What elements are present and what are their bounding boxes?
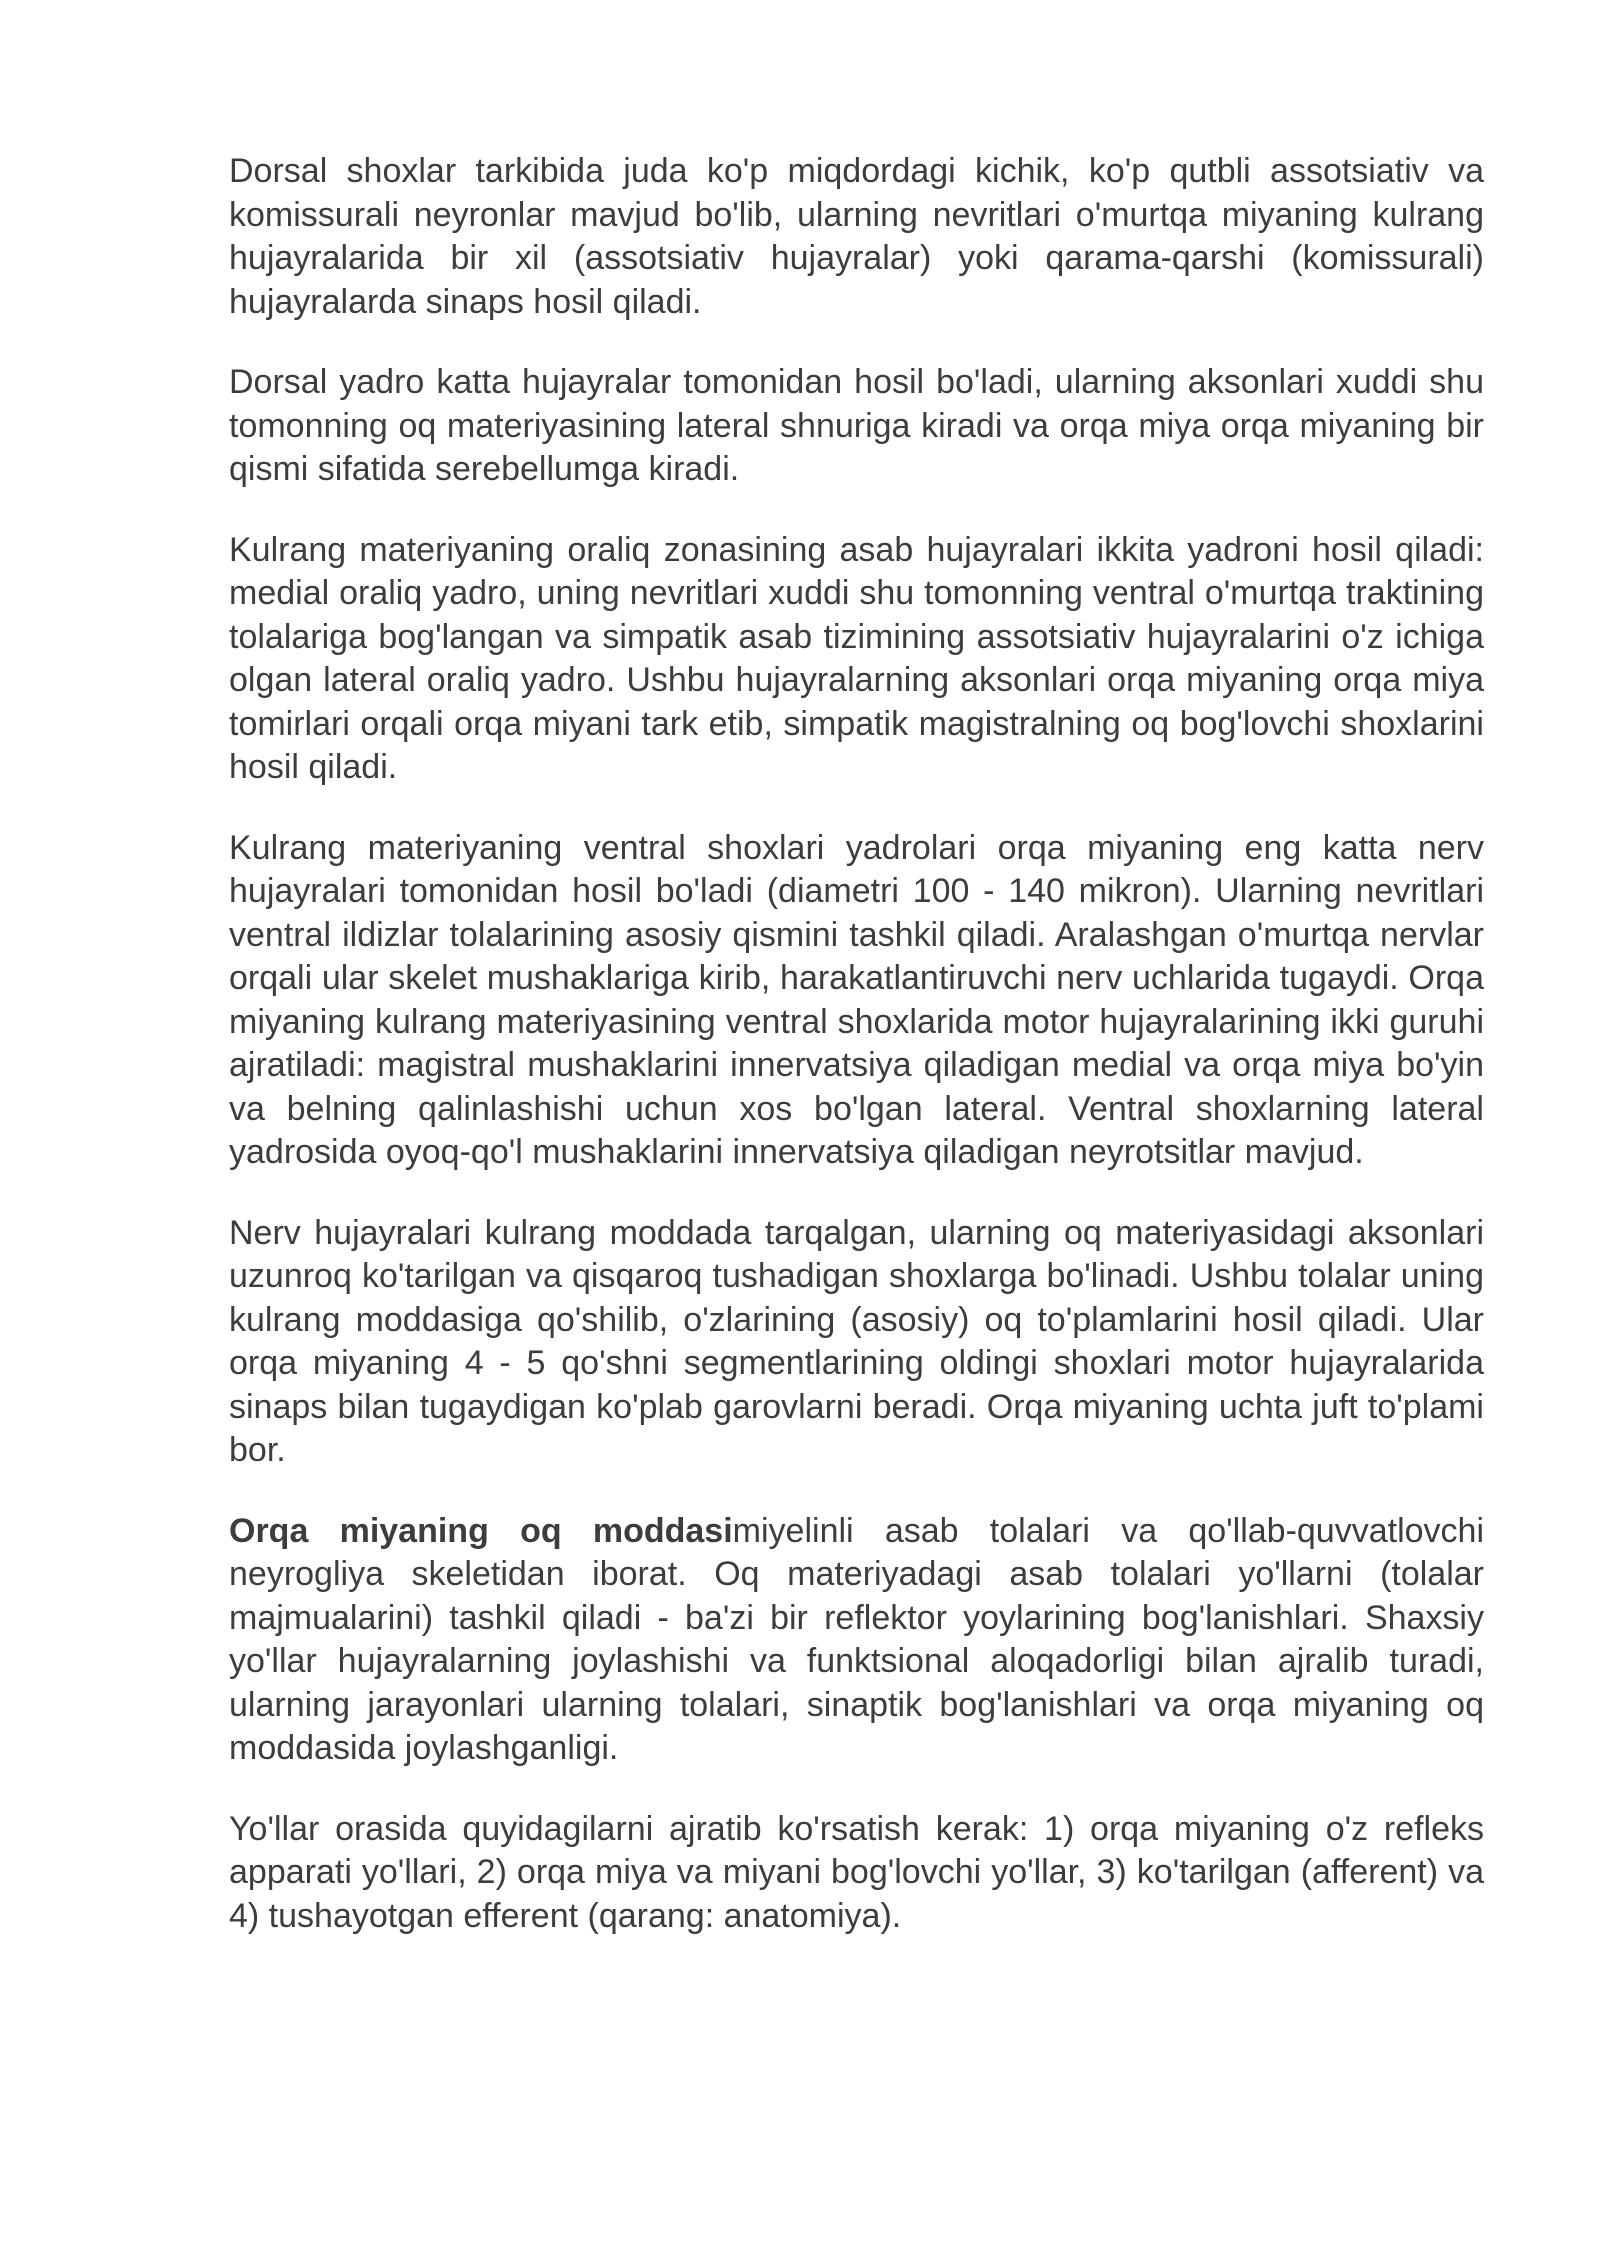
paragraph-text: Kulrang materiyaning oraliq zonasining asab hujayralari ikkita yadroni hosil qiladi: medial oraliq yadro, uning nevritlari xuddi shu tomonning ventral o'murtqa traktining tolalariga bog'langan va simpatik asab tizimining assotsiativ hujayralarini o'z ichiga olgan lateral oraliq yadro. Ushbu hujayralarning aksonlari orqa miyaning orqa miya tomirlari orqali orqa miyani tark etib, simpatik magistralning oq bog'lovchi shoxlarini hosil qiladi. [229,530,1484,786]
paragraph-dorsal-nucleus [229,361,1484,492]
paragraph-pathways [229,1808,1484,1939]
paragraph-text: Nerv hujayralari kulrang moddada tarqalgan, ularning oq materiyasidagi aksonlari uzunroq ko'tarilgan va qisqaroq tushadigan shoxlarga bo'linadi. Ushbu tolalar uning kulrang moddasiga qo'shilib, o'zlarining (asosiy) oq to'plamlarini hosil qiladi. Ular orqa miyaning 4 - 5 qo'shni segmentlarining oldingi shoxlari motor hujayralarida sinaps bilan tugaydigan ko'plab garovlarni beradi. Orqa miyaning uchta juft to'plami bor. [229,1213,1484,1469]
paragraph-text: Kulrang materiyaning ventral shoxlari yadrolari orqa miyaning eng katta nerv hujayralari tomonidan hosil bo'ladi (diametri 100 - 140 mikron). Ularning nevritlari ventral ildizlar tolalarining asosiy qismini tashkil qiladi. Aralashgan o'murtqa nervlar orqali ular skelet mushaklariga kirib, harakatlantiruvchi nerv uchlarida tugaydi. Orqa miyaning kulrang materiyasining ventral shoxlarida motor hujayralarining ikki guruhi ajratiladi: magistral mushaklarini innervatsiya qiladigan medial va orqa miya bo'yin va belning qalinlashishi uchun xos bo'lgan lateral. Ventral shoxlarning lateral yadrosida oyoq-qo'l mushaklarini innervatsiya qiladigan neyrotsitlar mavjud. [229,828,1484,1171]
paragraph-text: miyelinli asab tolalari va qo'llab-quvvatlovchi neyrogliya skeletidan iborat. Oq materiyadagi asab tolalari yo'llarni (tolalar majmualarini) tashkil qiladi - ba'zi bir reflektor yoylarining bog'lanishlari. Shaxsiy yo'llar hujayralarning joylashishi va funktsional aloqadorligi bilan ajralib turadi, ularning jarayonlari ularning tolalari, sinaptik bog'lanishlari va orqa miyaning oq moddasida joylashganligi. [229,1511,1484,1767]
paragraph-white-matter [229,1510,1484,1771]
paragraph-dorsal-horns [229,150,1484,324]
paragraph-text: Yo'llar orasida quyidagilarni ajratib ko'rsatish kerak: 1) orqa miyaning o'z refleks apparati yo'llari, 2) orqa miya va miyani bog'lovchi yo'llar, 3) ko'tarilgan (afferent) va 4) tushayotgan efferent (qarang: anatomiya). [229,1809,1484,1935]
paragraph-intermediate-zone [229,529,1484,790]
paragraph-bold-lead: Orqa miyaning oq moddasi [229,1511,733,1550]
paragraph-text: Dorsal yadro katta hujayralar tomonidan hosil bo'ladi, ularning aksonlari xuddi shu tomonning oq materiyasining lateral shnuriga kiradi va orqa miya orqa miyaning bir qismi sifatida serebellumga kiradi. [229,363,1484,488]
paragraph-nerve-cells [229,1212,1484,1473]
paragraph-ventral-horns [229,827,1484,1175]
paragraph-text: Dorsal shoxlar tarkibida juda ko'p miqdordagi kichik, ko'p qutbli assotsiativ va komissurali neyronlar mavjud bo'lib, ularning nevritlari o'murtqa miyaning kulrang hujayralarida bir xil (assotsiativ hujayralar) yoki qarama-qarshi (komissurali) hujayralarda sinaps hosil qiladi. [229,152,1484,321]
document-body [229,150,1484,1975]
